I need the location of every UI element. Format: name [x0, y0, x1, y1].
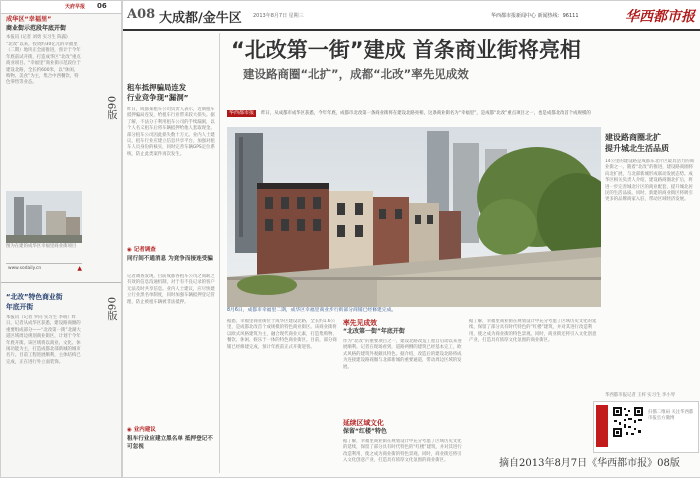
right-bottom-citation: 摘自2013年8月7日《华西都市报》08版	[499, 458, 680, 469]
left-article1-body: “北改”以来，投资约30亿元的幸福里（二期）地块正全面推进，预计于今年年底前试开街，打造成华区“北改”重点商业项目。“幸福里”商业街示范段位于建设北路，全长约600米，以“休闲、购物、美食”为主，集合中西餐饮、特色零售等业态。	[6, 42, 81, 86]
masthead: 华西都市报	[625, 9, 695, 25]
side-article-sub1-text: 记者调查	[133, 247, 156, 253]
mid-subhead2-label: 延续区域文化	[343, 419, 384, 427]
main-body-column-3: 据了解，幸福里商业街在规划设计中充分考虑了区域历史文化的延续，保留了部分具有时代特色的“红楼”建筑，并对其进行改造利用，使之成为商业街的特色景观。同时，商业街还将引入文化创意产业，打造具有浓厚文化氛围的商业街区。	[469, 319, 597, 344]
side-article-title-line2: 行业竞争现“漏洞”	[127, 93, 189, 102]
left-clip-header	[1, 1, 121, 14]
right-clip-header	[123, 1, 700, 31]
main-photo-caption: 8月6日，成都市幸福里二期，成华区幸福里商业步行街部分商铺已经修建完成。	[227, 308, 397, 313]
left-article1-byline: 本报讯 (记者 刘勇 实习生 陈露)	[6, 35, 68, 40]
left-article2-vertical-citation: 06版	[105, 297, 116, 322]
page-label: A08	[127, 7, 156, 22]
right-article-title: 建设路商圈北扩	[605, 133, 661, 142]
side-article-title: 租车抵押骗局连发	[127, 83, 187, 92]
left-article1-caption: 图为在建的成华区幸福里商业街项目	[6, 244, 77, 249]
column-divider	[219, 33, 220, 473]
left-website-strip	[6, 263, 82, 274]
section-title: 大成都/金牛区	[159, 11, 242, 26]
left-news-clipping	[0, 0, 122, 478]
left-website-logo: ▲	[77, 265, 82, 272]
qr-caption: 扫描二维码 关注华西都市报官方微博	[648, 410, 694, 422]
side-article-body2: 记者调查发现，目前成都各租车公司之间缺乏有效的信息沟通机制，对于有不良记录的客户无法及时共享信息。业内人士建议，应尽快建立行业黑名单制度，同时加强车辆抵押登记管理，防止被租车辆被非法抵押。	[127, 274, 215, 305]
left-article2-title: “北改”特色商业街	[6, 293, 63, 301]
right-article-body: 14公里的建设路是成都东北片区最具活力的商业街之一。随着“北改”的推进，建设路商圈将向北扩展，与北部新城形成联动发展态势。成华区相关负责人介绍，建设路商圈北扩后，将进一步完善城北片区的商业配套，提升城北居民的生活品质。同时，新建的商业街区将吸引更多的品牌商家入驻，带动区域经济发展。	[605, 159, 695, 203]
side-article-sub2-label: ◉ 业内建议	[127, 427, 156, 433]
left-website-url: www.sodaily.cn	[8, 266, 42, 271]
left-clip-page-number: 06	[97, 2, 107, 10]
main-body-column-2b: 据了解，幸福里商业街在规划设计中充分考虑了区域历史文化的延续，保留了部分具有时代特色的“红楼”建筑，并对其进行改造利用，使之成为商业街的特色景观。同时，商业街还将引入文化创意产业，打造具有浓厚文化氛围的商业街区。	[343, 439, 462, 464]
mid-subhead2-title: 保留“红楼”特色	[343, 428, 387, 435]
lede-text: 昨日，从成都市成华区获悉，今年年底，成都市北改第一条商业街将在建设北路亮相，这条商业街名为“幸福里”，是成都“北改”重点项目之一，也是成都北改首个成规模的	[261, 111, 591, 116]
left-article2-subtitle: 年底开街	[6, 303, 34, 311]
right-article-title-line2: 提升城北生活品质	[605, 144, 669, 153]
side-article-body: 昨日，成都某租车公司负责人表示，近期租车抵押骗局连发，给租车行业带来较大损失。据了解，不法分子利用租车公司的手续漏洞，以个人名义租车后将车辆抵押给他人套取现金。部分租车公司因此损失数十万元。业内人士建议，租车行业应建立信息共享平台，加强对租车人员身份的核实，同时完善车辆GPS定位系统，防止此类案件再次发生。	[127, 107, 215, 157]
main-headline: “北改第一街”建成 首条商业街将亮相	[231, 38, 581, 62]
left-article1-photo	[6, 191, 82, 243]
left-article1-vertical-citation: 06版	[105, 96, 116, 121]
main-body-column-1: 据悉，幸福里商业街位于成华区建设北路，全长约1.6公里，是成都北改首个成规模的特色商业街区。该商业街将以欧式风格建筑为主，融合现代商业元素，打造集购物、餐饮、休闲、娱乐于一体的特色商业街区。目前，部分商铺已经修建完成，预计年底前正式开街迎客。	[227, 319, 337, 350]
side-article-sub1-title: 同行间不通消息 为竞争而接连受骗	[127, 256, 213, 262]
header-news-hotline: 华西都市报新闻中心 新闻热线：96111	[491, 13, 579, 19]
issue-date: 2013年8月7日 星期三	[253, 13, 304, 19]
left-divider	[1, 282, 121, 283]
right-article-byline: 华西都市报记者 王梓 实习生 李小琴	[605, 393, 676, 398]
left-article1-subtitle: 商业街示范段年底开街	[6, 25, 67, 32]
lede-block	[227, 99, 595, 125]
side-article-sub2-title: 租车行业应建立黑名单 抵押登记不可忽视	[127, 436, 213, 450]
mid-subhead-label: 率先见成效	[343, 319, 377, 327]
side-article-sub1-label: ◉ 记者调查	[127, 247, 156, 253]
left-clip-paper-name: 天府早报	[65, 4, 86, 10]
left-article2-body: 本报讯（记者 罗向 实习生 李萌）昨日，记者从成华区获悉，建设路商圈的重要组成部分——“北改第一街”北湖大道区域周边规划商业街区，计划于今年年底开街。该区域将以商业、文化、休闲功能为主，打造成都北部新城的城市名片。目前工程进展顺利，主体结构已完成，正在进行外立面装饰。	[6, 315, 81, 365]
main-photo	[227, 127, 601, 307]
main-body-column-2: 作为“北改”的重要项目之一，建设北路改造工程自启动以来进展顺利。记者在现场看到，道路两侧的建筑已经基本完工，欧式风格的建筑外观颇具特色。据介绍，改造后的建设北路将成为连接建设路商圈与北部新城的重要通道，带动周边区域的发展。	[343, 339, 462, 370]
left-article1-title: 成华区“幸福里”	[6, 16, 52, 23]
qr-block	[593, 401, 699, 453]
lede-label: 华西都市报	[229, 110, 255, 116]
qr-red-tab	[596, 405, 608, 447]
main-subheadline: 建设路商圈“北扩”，成都“北改”率先见成效	[243, 67, 469, 81]
right-news-clipping	[122, 0, 700, 478]
qr-code-icon	[612, 406, 644, 438]
mid-subhead-title: “北改第一街”年底开街	[343, 328, 405, 335]
side-article-sub2-text: 业内建议	[133, 427, 156, 433]
